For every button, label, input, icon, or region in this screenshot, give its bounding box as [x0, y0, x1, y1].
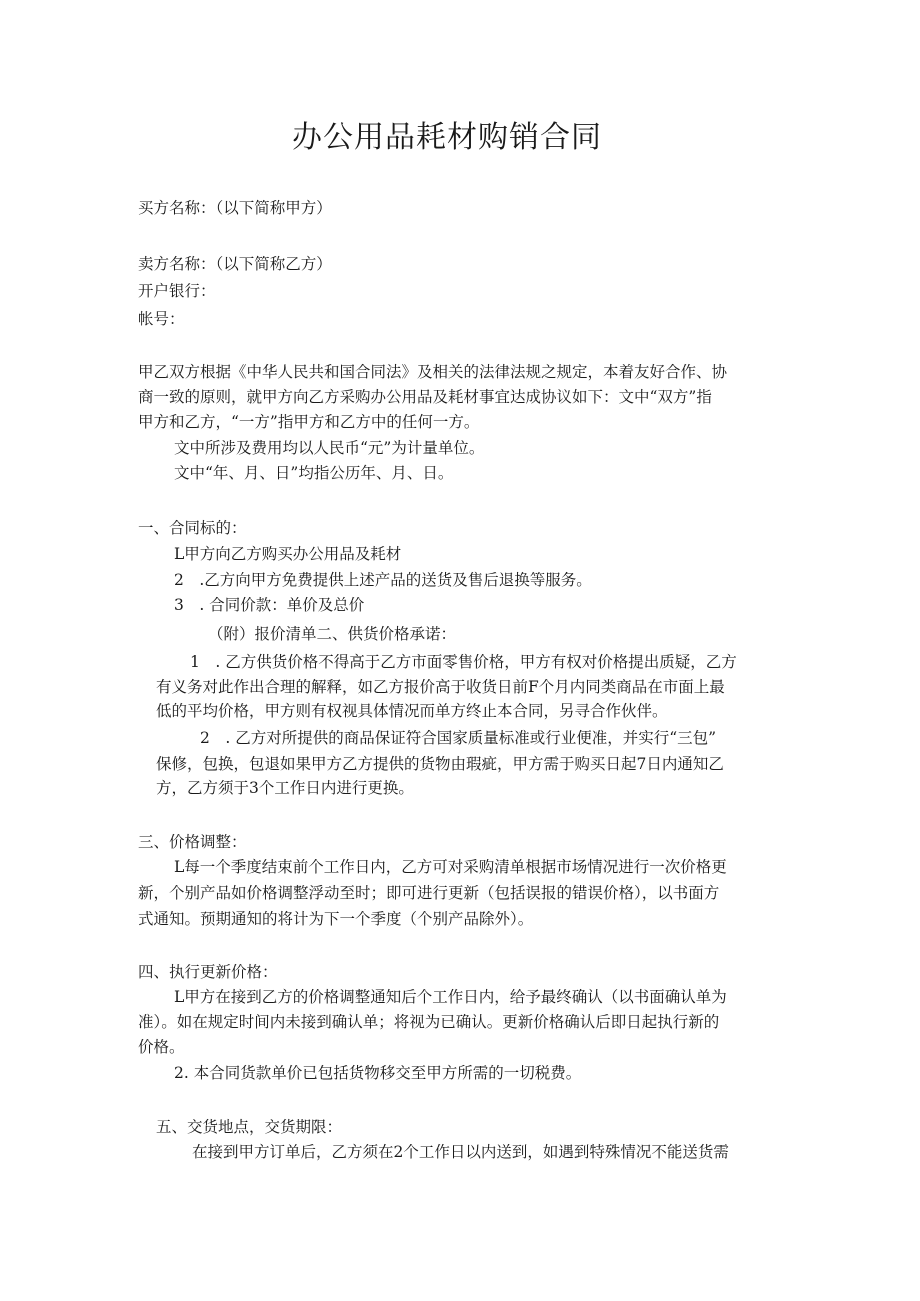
- section-item: （附）报价清单二、供货价格承诺：: [208, 625, 457, 643]
- paragraph-line: 准）。如在规定时间内未接到确认单；将视为已确认。更新价格确认后即日起执行新的: [138, 1013, 720, 1031]
- paragraph-line: L每一个季度结束前个工作日内，乙方可对采购清单根据市场情况进行一次价格更: [174, 858, 727, 876]
- intro-line: 甲乙双方根据《中华人民共和国合同法》及相关的法律法规之规定，本着友好合作、协: [138, 363, 728, 381]
- paragraph-line: 式通知。预期通知的将计为下一个季度（个别产品除外）。: [138, 910, 534, 928]
- section-item: L甲方向乙方购买办公用品及耗材: [174, 545, 402, 563]
- section-item: 2 .乙方向甲方免费提供上述产品的送货及售后退换等服务。: [174, 571, 592, 589]
- section-heading: 五、交货地点，交货期限：: [156, 1118, 343, 1136]
- paragraph-line: 在接到甲方订单后，乙方须在2个工作日以内送到，如遇到特殊情况不能送货需: [192, 1143, 729, 1161]
- section-heading: 一、合同标的：: [138, 519, 247, 537]
- paragraph-line: 价格。: [138, 1038, 185, 1056]
- document-title: 办公用品耗材购销合同: [292, 120, 602, 155]
- paragraph-line: 2. 本合同货款单价已包括货物移交至甲方所需的一切税费。: [174, 1064, 582, 1082]
- account-line: 帐号：: [138, 310, 185, 328]
- intro-line: 文中“年、月、日”均指公历年、月、日。: [174, 464, 454, 482]
- intro-line: 甲方和乙方，“一方”指甲方和乙方中的任何一方。: [138, 413, 480, 431]
- paragraph-line: 新，个别产品如价格调整浮动至时；即可进行更新（包括误报的错误价格），以书面方: [138, 884, 720, 902]
- section-heading: 三、价格调整：: [138, 833, 247, 851]
- buyer-name-line: 买方名称：（以下简称甲方）: [138, 199, 332, 217]
- clause-line: 低的平均价格，甲方则有权视具体情况而单方终止本合同，另寻合作伙伴。: [156, 702, 668, 720]
- section-item: 3 . 合同价款：单价及总价: [174, 596, 365, 614]
- intro-line: 商一致的原则，就甲方向乙方采购办公用品及耗材事宜达成协议如下：文中“双方”指: [138, 388, 712, 406]
- seller-name-line: 卖方名称：（以下简称乙方）: [138, 255, 332, 273]
- intro-line: 文中所涉及费用均以人民币“元”为计量单位。: [174, 439, 485, 457]
- clause-line: 1 . 乙方供货价格不得高于乙方市面零售价格，甲方有权对价格提出质疑，乙方: [190, 653, 737, 671]
- bank-line: 开户银行：: [138, 282, 216, 300]
- section-heading: 四、执行更新价格：: [138, 963, 278, 981]
- paragraph-line: L甲方在接到乙方的价格调整通知后个工作日内，给予最终确认（以书面确认单为: [174, 988, 727, 1006]
- clause-line: 2 . 乙方对所提供的商品保证符合国家质量标准或行业便准，并实行“三包”: [200, 729, 717, 747]
- clause-line: 有义务对此作出合理的解释，如乙方报价高于收货日前F个月内同类商品在市面上最: [156, 678, 725, 696]
- clause-line: 方，乙方须于3个工作日内进行更换。: [156, 779, 414, 797]
- clause-line: 保修，包换，包退如果甲方乙方提供的货物由瑕疵，甲方需于购买日起7日内通知乙: [156, 755, 724, 773]
